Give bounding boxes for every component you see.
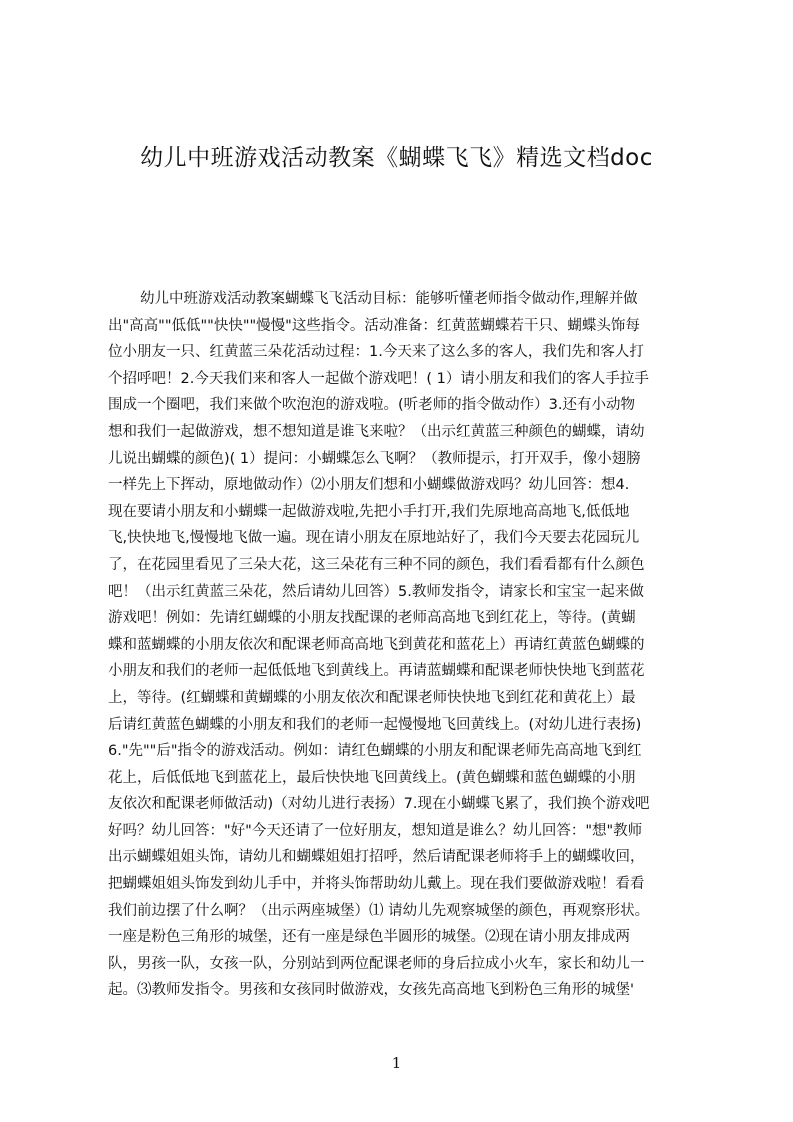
- body-line: 我们前边摆了什么啊？（出示两座城堡）⑴ 请幼儿先观察城堡的颜色，再观察形状。: [108, 902, 650, 919]
- body-line: 游戏吧！例如：先请红蝴蝶的小朋友找配课的老师高高地飞到红花上，等待。(黄蝴: [108, 610, 636, 627]
- body-line: 现在要请小朋友和小蝴蝶一起做游戏啦,先把小手打开,我们先原地高高地飞,低低地: [108, 503, 630, 520]
- body-line: 6."先""后"指令的游戏活动。例如：请红色蝴蝶的小朋友和配课老师先高高地飞到红: [108, 743, 642, 760]
- body-line: 幼儿中班游戏活动教案蝴蝶飞飞活动目标：能够听懂老师指令做动作,理解并做: [140, 291, 638, 307]
- body-line: 儿说出蝴蝶的颜色)( 1）提问：小蝴蝶怎么飞啊？（教师提示，打开双手，像小翅膀: [108, 450, 641, 467]
- body-line: 蝶和蓝蝴蝶的小朋友依次和配课老师高高地飞到黄花和蓝花上）再请红黄蓝色蝴蝶的: [108, 636, 645, 653]
- body-line: 起。⑶教师发指令。男孩和女孩同时做游戏，女孩先高高地飞到粉色三角形的城堡': [108, 982, 634, 999]
- document-title: 幼儿中班游戏活动教案《蝴蝶飞飞》精选文档doc: [140, 145, 653, 171]
- body-line: 花上，后低低地飞到蓝花上，最后快快地飞回黄线上。(黄色蝴蝶和蓝色蝴蝶的小朋: [108, 769, 636, 786]
- body-line: 小朋友和我们的老师一起低低地飞到黄线上。再请蓝蝴蝶和配课老师快快地飞到蓝花: [108, 663, 645, 680]
- body-line: 上，等待。(红蝴蝶和黄蝴蝶的小朋友依次和配课老师快快地飞到红花和黄花上）最: [108, 689, 636, 706]
- body-line: 围成一个圈吧，我们来做个吹泡泡的游戏啦。(听老师的指令做动作）3.还有小动物: [108, 397, 635, 414]
- body-line: 了，在花园里看见了三朵大花，这三朵花有三种不同的颜色，我们看看都有什么颜色: [108, 556, 645, 573]
- page-number: 1: [391, 1054, 402, 1072]
- body-line: 一样先上下挥动，原地做动作）⑵小朋友们想和小蝴蝶做游戏吗？幼儿回答：想4.: [108, 477, 630, 494]
- body-line: 想和我们一起做游戏，想不想知道是谁飞来啦？（出示红黄蓝三种颜色的蝴蝶，请幼: [108, 423, 645, 440]
- body-text: [108, 286, 704, 1004]
- body-line: 好吗？幼儿回答："好"今天还请了一位好朋友，想知道是谁么？幼儿回答："想"教师: [108, 822, 643, 839]
- body-line: 后请红黄蓝色蝴蝶的小朋友和我们的老师一起慢慢地飞回黄线上。(对幼儿进行表扬): [108, 716, 642, 733]
- body-line: 友依次和配课老师做活动)（对幼儿进行表扬）7.现在小蝴蝶飞累了，我们换个游戏吧: [108, 796, 650, 813]
- body-line: 个招呼吧！2.今天我们来和客人一起做个游戏吧！( 1）请小朋友和我们的客人手拉手: [108, 370, 649, 387]
- body-line: 把蝴蝶姐姐头饰发到幼儿手中，并将头饰帮助幼儿戴上。现在我们要做游戏啦！看看: [108, 876, 645, 893]
- body-line: 队，男孩一队，女孩一队，分别站到两位配课老师的身后拉成小火车，家长和幼儿一: [108, 955, 645, 972]
- body-line: 吧！（出示红黄蓝三朵花，然后请幼儿回答）5.教师发指令，请家长和宝宝一起来做: [108, 583, 644, 600]
- body-line: 飞,快快地飞,慢慢地飞做一遍。现在请小朋友在原地站好了，我们今天要去花园玩儿: [108, 530, 640, 547]
- body-line: 一座是粉色三角形的城堡，还有一座是绿色半圆形的城堡。⑵现在请小朋友排成两: [108, 929, 630, 946]
- body-line: 位小朋友一只、红黄蓝三朵花活动过程：1.今天来了这么多的客人，我们先和客人打: [108, 344, 644, 361]
- body-line: 出"高高""低低""快快""慢慢"这些指令。活动准备：红黄蓝蝴蝶若干只、蝴蝶头饰每: [108, 317, 640, 334]
- body-line: 出示蝴蝶姐姐头饰，请幼儿和蝴蝶姐姐打招呼，然后请配课老师将手上的蝴蝶收回，: [108, 849, 645, 866]
